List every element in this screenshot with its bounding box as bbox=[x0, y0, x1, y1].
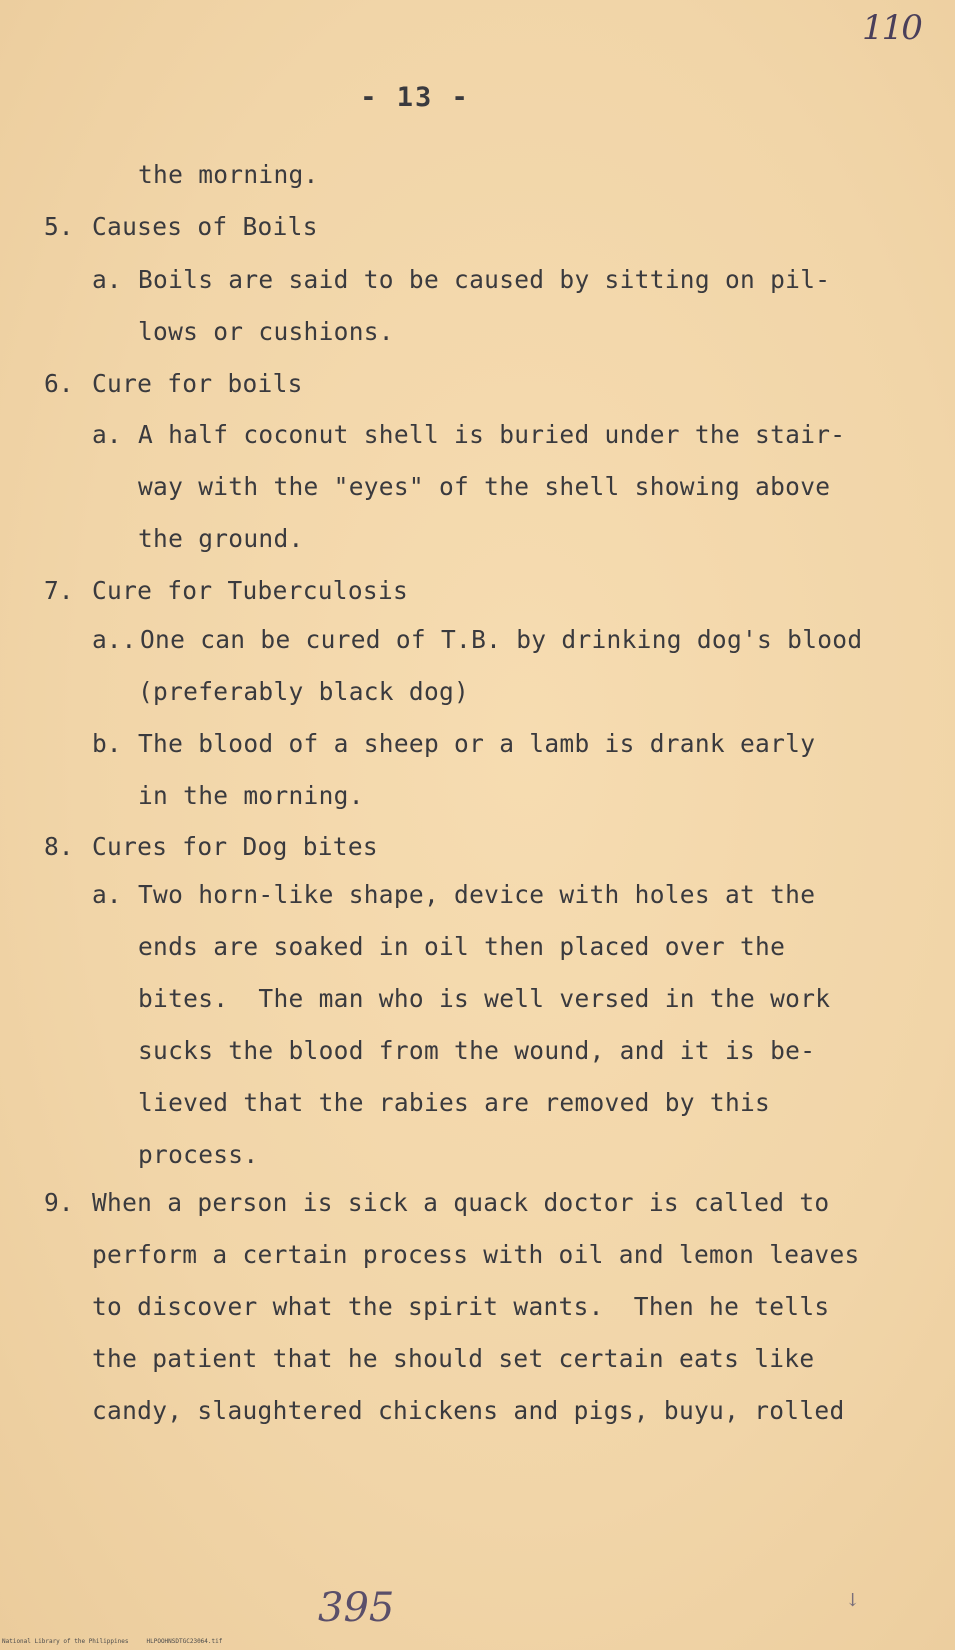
sub-item-letter: a. bbox=[92, 880, 122, 909]
text-line: to discover what the spirit wants. Then he tells bbox=[92, 1292, 830, 1321]
text-line: way with the "eyes" of the shell showing above bbox=[138, 472, 831, 501]
text-line: perform a certain process with oil and lemon leaves bbox=[92, 1240, 860, 1269]
text-line: When a person is sick a quack doctor is called to bbox=[92, 1188, 830, 1217]
text-line: bites. The man who is well versed in the work bbox=[138, 984, 831, 1013]
item-number: 8. bbox=[44, 832, 74, 861]
sub-item-letter: a.. bbox=[92, 625, 137, 654]
sub-item-letter: a. bbox=[92, 420, 122, 449]
text-line: process. bbox=[138, 1140, 259, 1169]
text-line: the morning. bbox=[138, 160, 319, 189]
text-line: the patient that he should set certain eats like bbox=[92, 1344, 815, 1373]
item-heading: Cure for boils bbox=[92, 369, 303, 398]
item-number: 7. bbox=[44, 576, 74, 605]
text-line: in the morning. bbox=[138, 781, 364, 810]
text-line: The blood of a sheep or a lamb is drank early bbox=[138, 729, 816, 758]
page-number: - 13 - bbox=[360, 82, 470, 113]
item-heading: Causes of Boils bbox=[92, 212, 318, 241]
sub-item-letter: a. bbox=[92, 265, 122, 294]
item-heading: Cures for Dog bites bbox=[92, 832, 378, 861]
item-number: 9. bbox=[44, 1188, 74, 1217]
item-number: 5. bbox=[44, 212, 74, 241]
handwritten-page-number: 395 bbox=[318, 1585, 395, 1631]
item-heading: Cure for Tuberculosis bbox=[92, 576, 409, 605]
archive-footer: National Library of the Philippines HLPOOHNSDTGC23064.tif bbox=[2, 1638, 223, 1645]
text-line: sucks the blood from the wound, and it is be- bbox=[138, 1036, 816, 1065]
item-number: 6. bbox=[44, 369, 74, 398]
sub-item-letter: b. bbox=[92, 729, 122, 758]
text-line: lows or cushions. bbox=[138, 317, 394, 346]
text-line: (preferably black dog) bbox=[138, 677, 470, 706]
handwritten-folio-number: 110 bbox=[862, 8, 921, 48]
text-line: the ground. bbox=[138, 524, 304, 553]
text-line: ends are soaked in oil then placed over the bbox=[138, 932, 786, 961]
text-line: lieved that the rabies are removed by this bbox=[138, 1088, 771, 1117]
text-line: Boils are said to be caused by sitting on pil- bbox=[138, 265, 831, 294]
text-line: One can be cured of T.B. by drinking dog's blood bbox=[140, 625, 863, 654]
text-line: candy, slaughtered chickens and pigs, buyu, rolled bbox=[92, 1396, 845, 1425]
handwritten-corner-mark: ↓ bbox=[845, 1590, 861, 1611]
text-line: A half coconut shell is buried under the stair- bbox=[138, 420, 846, 449]
text-line: Two horn-like shape, device with holes at the bbox=[138, 880, 816, 909]
